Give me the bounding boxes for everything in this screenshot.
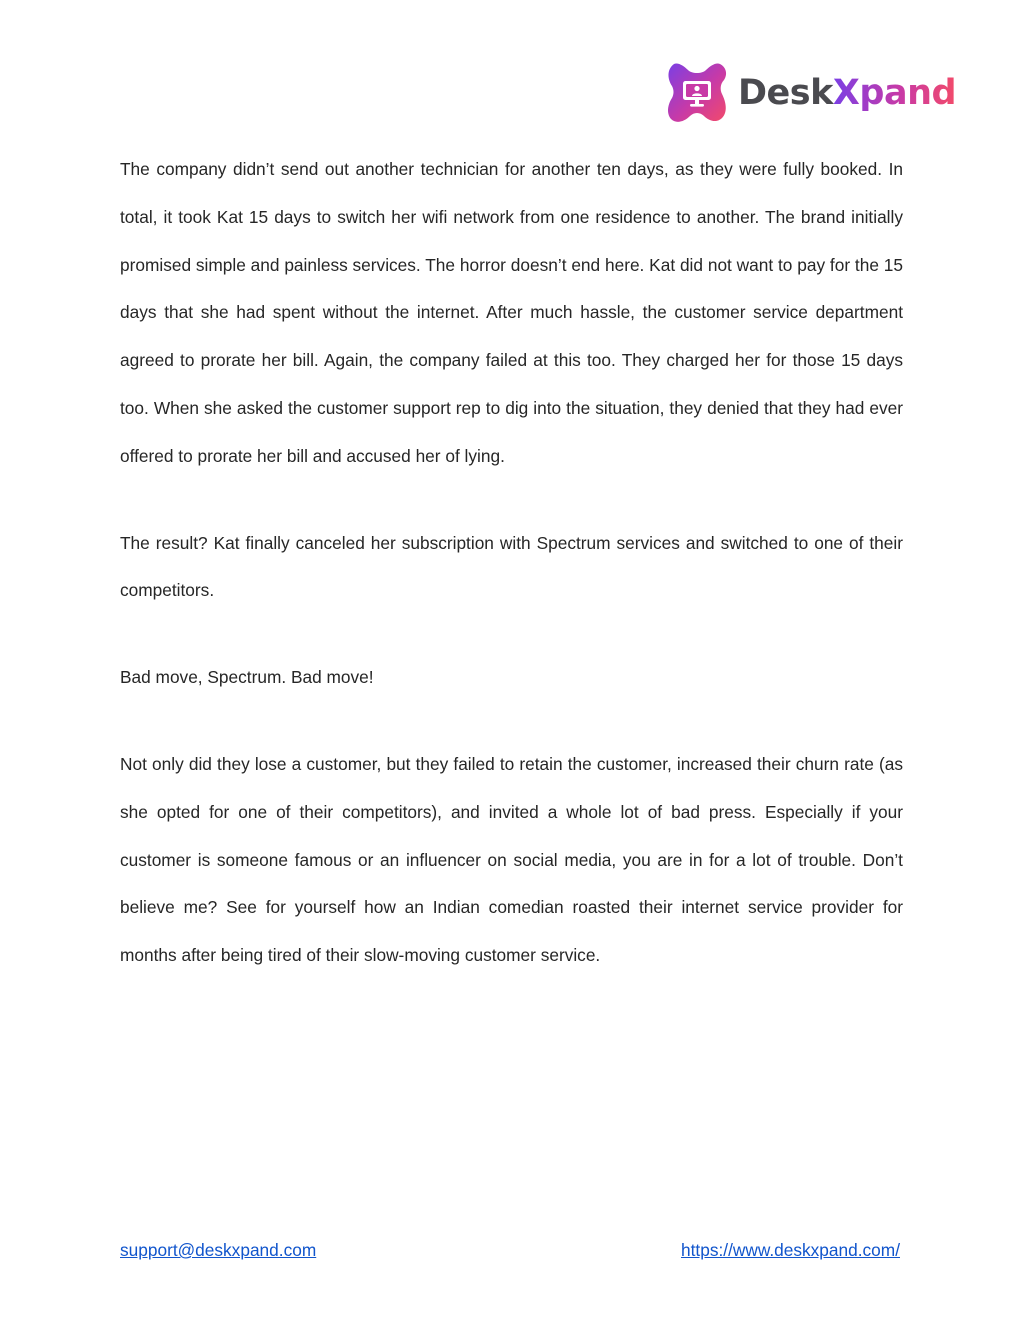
brand-logo xyxy=(664,60,956,126)
monitor-person-icon xyxy=(664,60,730,126)
paragraph-bad-move: Bad move, Spectrum. Bad move! xyxy=(120,667,374,688)
paragraph-churn: Not only did they lose a customer, but they failed to retain the customer, increased their churn rate (as she opted for one of their competitors), and invited a whole lot of bad press. Especially if your customer is someone famous or an influencer on social media, you are in for a lot of trouble. Don’t believe me? See for yourself how an Indian comedian roasted their internet service provider for months after being tired of their slow-moving customer service. xyxy=(120,753,903,966)
support-email-link[interactable]: support@deskxpand.com xyxy=(120,1240,317,1260)
paragraph-technician-delay: The company didn’t send out another technician for another ten days, as they were fully booked. In total, it took Kat 15 days to switch her wifi network from one residence to another. The brand initially promised simple and painless services. The horror doesn’t end here. Kat did not want to pay for the 15 days that she had spent without the internet. After much hassle, the customer service department agreed to prorate her bill. Again, the company failed at this too. They charged her for those 15 days too. When she asked the customer support rep to dig into the situation, they denied that they had ever offered to prorate her bill and accused her of lying. xyxy=(120,159,903,466)
website-link[interactable]: https://www.deskxpand.com/ xyxy=(681,1240,900,1260)
paragraph-result: The result? Kat finally canceled her subscription with Spectrum services and switched to one of their competitors. xyxy=(120,532,903,601)
logo-text-xpand: Xpand xyxy=(832,72,957,113)
logo-wordmark xyxy=(738,72,957,113)
article-body xyxy=(120,146,903,1019)
logo-text-desk: Desk xyxy=(738,72,833,113)
